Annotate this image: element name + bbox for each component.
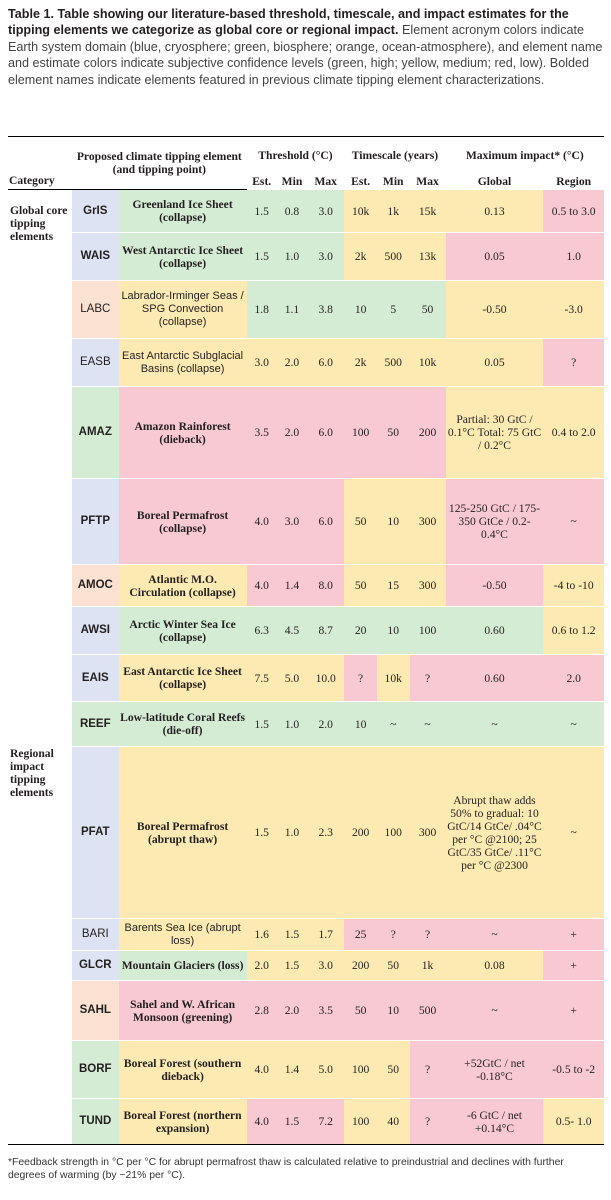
impact-region: -0.5 to -2: [543, 1041, 604, 1099]
threshold-est: 1.5: [247, 747, 277, 919]
impact-global: Partial: 30 GtC / 0.1°C Total: 75 GtC / 0.2°C: [446, 387, 544, 479]
element-acronym: AMAZ: [72, 387, 119, 479]
impact-region: ~: [543, 702, 604, 747]
timescale-min: ~: [377, 702, 410, 747]
header-element: Proposed climate tipping element (and tipping point): [72, 137, 247, 190]
threshold-max: 3.8: [307, 281, 344, 339]
timescale-min: 500: [377, 339, 410, 387]
element-name: Greenland Ice Sheet (collapse): [119, 190, 247, 233]
impact-region: 0.5- 1.0: [543, 1099, 604, 1145]
threshold-min: 1.5: [277, 1099, 307, 1145]
timescale-est: 10: [344, 702, 377, 747]
element-name: Mountain Glaciers (loss): [119, 951, 247, 981]
threshold-min: 1.0: [277, 747, 307, 919]
threshold-max: 8.7: [307, 607, 344, 655]
threshold-min: 1.1: [277, 281, 307, 339]
element-acronym: PFAT: [72, 747, 119, 919]
element-acronym: TUND: [72, 1099, 119, 1145]
timescale-max: 500: [410, 981, 446, 1041]
timescale-max: 300: [410, 565, 446, 607]
timescale-max: ~: [410, 702, 446, 747]
impact-global: 125-250 GtC / 175-350 GtCe / 0.2-0.4°C: [446, 479, 544, 565]
timescale-est: ?: [344, 655, 377, 702]
timescale-max: 200: [410, 387, 446, 479]
threshold-min: 0.8: [277, 190, 307, 233]
table-row: [8, 1041, 604, 1099]
threshold-min: 1.0: [277, 233, 307, 281]
element-acronym: EASB: [72, 339, 119, 387]
impact-global: -0.50: [446, 565, 544, 607]
impact-global: ~: [446, 919, 544, 951]
threshold-min: 1.4: [277, 1041, 307, 1099]
timescale-max: 300: [410, 747, 446, 919]
threshold-est: 4.0: [247, 1041, 277, 1099]
element-name: Atlantic M.O. Circulation (collapse): [119, 565, 247, 607]
threshold-est: 4.0: [247, 479, 277, 565]
timescale-min: 100: [377, 747, 410, 919]
threshold-est: 4.0: [247, 1099, 277, 1145]
table-row: [8, 190, 604, 233]
impact-global: 0.60: [446, 607, 544, 655]
element-acronym: SAHL: [72, 981, 119, 1041]
threshold-est: 1.5: [247, 233, 277, 281]
header-category: Category: [8, 137, 72, 190]
timescale-min: 10: [377, 479, 410, 565]
threshold-est: 7.5: [247, 655, 277, 702]
threshold-max: 6.0: [307, 387, 344, 479]
threshold-est: 1.8: [247, 281, 277, 339]
timescale-min: 10k: [377, 655, 410, 702]
threshold-min: 1.5: [277, 951, 307, 981]
timescale-max: 50: [410, 281, 446, 339]
threshold-max: 10.0: [307, 655, 344, 702]
threshold-max: 6.0: [307, 339, 344, 387]
timescale-max: 10k: [410, 339, 446, 387]
table-row: [8, 1099, 604, 1145]
element-name: Barents Sea Ice (abrupt loss): [119, 919, 247, 951]
element-acronym: PFTP: [72, 479, 119, 565]
timescale-min: 1k: [377, 190, 410, 233]
timescale-est: 10: [344, 281, 377, 339]
header-threshold: Threshold (°C): [247, 137, 345, 175]
element-name: East Antarctic Ice Sheet (collapse): [119, 655, 247, 702]
timescale-est: 100: [344, 1041, 377, 1099]
element-name: Boreal Forest (southern dieback): [119, 1041, 247, 1099]
impact-region: 1.0: [543, 233, 604, 281]
element-name: Sahel and W. African Monsoon (greening): [119, 981, 247, 1041]
element-acronym: BORF: [72, 1041, 119, 1099]
impact-global: 0.08: [446, 951, 544, 981]
element-name: Low-latitude Coral Reefs (die-off): [119, 702, 247, 747]
impact-region: 0.4 to 2.0: [543, 387, 604, 479]
timescale-est: 50: [344, 565, 377, 607]
threshold-min: 3.0: [277, 479, 307, 565]
table-row: [8, 655, 604, 702]
header-threshold-est: Est.: [247, 175, 277, 190]
element-name: Labrador-Irminger Seas / SPG Convection (collapse): [119, 281, 247, 339]
table-row: [8, 919, 604, 951]
threshold-max: 3.0: [307, 951, 344, 981]
timescale-max: ?: [410, 1099, 446, 1145]
timescale-est: 2k: [344, 233, 377, 281]
impact-region: -3.0: [543, 281, 604, 339]
impact-region: +: [543, 919, 604, 951]
impact-region: +: [543, 981, 604, 1041]
timescale-max: 100: [410, 607, 446, 655]
timescale-min: 10: [377, 981, 410, 1041]
impact-region: ?: [543, 339, 604, 387]
threshold-min: 4.5: [277, 607, 307, 655]
element-name: Arctic Winter Sea Ice (collapse): [119, 607, 247, 655]
timescale-min: 500: [377, 233, 410, 281]
impact-region: 0.6 to 1.2: [543, 607, 604, 655]
table-row: [8, 747, 604, 919]
impact-region: +: [543, 951, 604, 981]
threshold-max: 2.0: [307, 702, 344, 747]
category-global-core: Global core tipping elements: [8, 190, 72, 702]
threshold-max: 6.0: [307, 479, 344, 565]
header-threshold-max: Max: [307, 175, 344, 190]
impact-global: +52GtC / net -0.18°C: [446, 1041, 544, 1099]
table-footnote: *Feedback strength in °C per °C for abrupt permafrost thaw is calculated relative to preindustrial and declines with further degrees of warming (by ~21% per °C).: [8, 1157, 564, 1181]
threshold-est: 1.6: [247, 919, 277, 951]
timescale-est: 200: [344, 951, 377, 981]
threshold-est: 4.0: [247, 565, 277, 607]
table-row: [8, 339, 604, 387]
header-impact-global: Global: [446, 175, 544, 190]
threshold-max: 5.0: [307, 1041, 344, 1099]
threshold-min: 1.4: [277, 565, 307, 607]
timescale-est: 100: [344, 387, 377, 479]
element-name: East Antarctic Subglacial Basins (collapse): [119, 339, 247, 387]
element-name: Boreal Permafrost (collapse): [119, 479, 247, 565]
element-name: Boreal Forest (northern expansion): [119, 1099, 247, 1145]
header-impact: Maximum impact* (°C): [446, 137, 604, 175]
threshold-max: 8.0: [307, 565, 344, 607]
threshold-max: 2.3: [307, 747, 344, 919]
impact-region: 2.0: [543, 655, 604, 702]
impact-global: Abrupt thaw adds 50% to gradual: 10 GtC/14 GtCe/ .04°C per °C @2100; 25 GtC/35 GtCe/ .11°C per °C @2300: [446, 747, 544, 919]
impact-region: ~: [543, 747, 604, 919]
element-acronym: REEF: [72, 702, 119, 747]
header-timescale-max: Max: [410, 175, 446, 190]
threshold-est: 3.5: [247, 387, 277, 479]
timescale-est: 20: [344, 607, 377, 655]
timescale-est: 10k: [344, 190, 377, 233]
table-row: [8, 387, 604, 479]
element-acronym: AWSI: [72, 607, 119, 655]
timescale-min: 50: [377, 951, 410, 981]
header-timescale-min: Min: [377, 175, 410, 190]
threshold-max: 3.5: [307, 981, 344, 1041]
timescale-max: ?: [410, 1041, 446, 1099]
timescale-est: 25: [344, 919, 377, 951]
header-impact-region: Region: [543, 175, 604, 190]
threshold-est: 2.8: [247, 981, 277, 1041]
threshold-min: 1.0: [277, 702, 307, 747]
timescale-min: 15: [377, 565, 410, 607]
timescale-min: 50: [377, 1041, 410, 1099]
element-name: Boreal Permafrost (abrupt thaw): [119, 747, 247, 919]
timescale-est: 50: [344, 981, 377, 1041]
impact-global: ~: [446, 702, 544, 747]
impact-global: 0.13: [446, 190, 544, 233]
threshold-min: 2.0: [277, 339, 307, 387]
threshold-min: 2.0: [277, 387, 307, 479]
timescale-max: 13k: [410, 233, 446, 281]
threshold-max: 7.2: [307, 1099, 344, 1145]
element-acronym: BARI: [72, 919, 119, 951]
impact-global: 0.05: [446, 339, 544, 387]
element-name: West Antarctic Ice Sheet (collapse): [119, 233, 247, 281]
impact-global: -6 GtC / net +0.14°C: [446, 1099, 544, 1145]
table-row: [8, 233, 604, 281]
threshold-max: 3.0: [307, 190, 344, 233]
timescale-est: 50: [344, 479, 377, 565]
threshold-est: 3.0: [247, 339, 277, 387]
impact-region: -4 to -10: [543, 565, 604, 607]
table-row: [8, 607, 604, 655]
table-row: [8, 281, 604, 339]
element-acronym: WAIS: [72, 233, 119, 281]
impact-global: 0.60: [446, 655, 544, 702]
timescale-max: 300: [410, 479, 446, 565]
impact-global: 0.05: [446, 233, 544, 281]
timescale-est: 100: [344, 1099, 377, 1145]
timescale-min: ?: [377, 919, 410, 951]
timescale-min: 10: [377, 607, 410, 655]
element-acronym: GrIS: [72, 190, 119, 233]
threshold-min: 5.0: [277, 655, 307, 702]
table-row: [8, 702, 604, 747]
timescale-max: 15k: [410, 190, 446, 233]
impact-region: 0.5 to 3.0: [543, 190, 604, 233]
element-acronym: GLCR: [72, 951, 119, 981]
element-acronym: AMOC: [72, 565, 119, 607]
threshold-est: 6.3: [247, 607, 277, 655]
caption-description: Element acronym colors indicate Earth system domain (blue, cryosphere; green, biosphere; orange, ocean-atmosphere), and element name and estimate colors indicate subjective confidence levels (green, high; yellow, medium; red, low). Bolded element names indicate elements featured in previous climate tipping element characterizations.: [8, 23, 603, 87]
timescale-est: 2k: [344, 339, 377, 387]
tipping-elements-table: [8, 136, 604, 1145]
timescale-est: 200: [344, 747, 377, 919]
header-threshold-min: Min: [277, 175, 307, 190]
timescale-max: ?: [410, 919, 446, 951]
impact-region: ~: [543, 479, 604, 565]
timescale-min: 40: [377, 1099, 410, 1145]
category-regional-impact: Regional impact tipping elements: [8, 702, 72, 1145]
threshold-min: 1.5: [277, 919, 307, 951]
threshold-est: 1.5: [247, 190, 277, 233]
threshold-max: 3.0: [307, 233, 344, 281]
impact-global: -0.50: [446, 281, 544, 339]
table-caption: [8, 6, 604, 88]
impact-global: ~: [446, 981, 544, 1041]
element-acronym: LABC: [72, 281, 119, 339]
timescale-max: 1k: [410, 951, 446, 981]
header-timescale: Timescale (years): [344, 137, 445, 175]
threshold-est: 2.0: [247, 951, 277, 981]
timescale-max: ?: [410, 655, 446, 702]
caption-title: Table 1. Table showing our literature-based threshold, timescale, and impact estimates for the tipping elements we categorize as global core or regional impact.: [8, 7, 569, 38]
table-row: [8, 981, 604, 1041]
element-name: Amazon Rainforest (dieback): [119, 387, 247, 479]
timescale-min: 50: [377, 387, 410, 479]
table-row: [8, 951, 604, 981]
timescale-min: 5: [377, 281, 410, 339]
threshold-max: 1.7: [307, 919, 344, 951]
table-row: [8, 565, 604, 607]
threshold-est: 1.5: [247, 702, 277, 747]
threshold-min: 2.0: [277, 981, 307, 1041]
header-timescale-est: Est.: [344, 175, 377, 190]
element-acronym: EAIS: [72, 655, 119, 702]
table-row: [8, 479, 604, 565]
